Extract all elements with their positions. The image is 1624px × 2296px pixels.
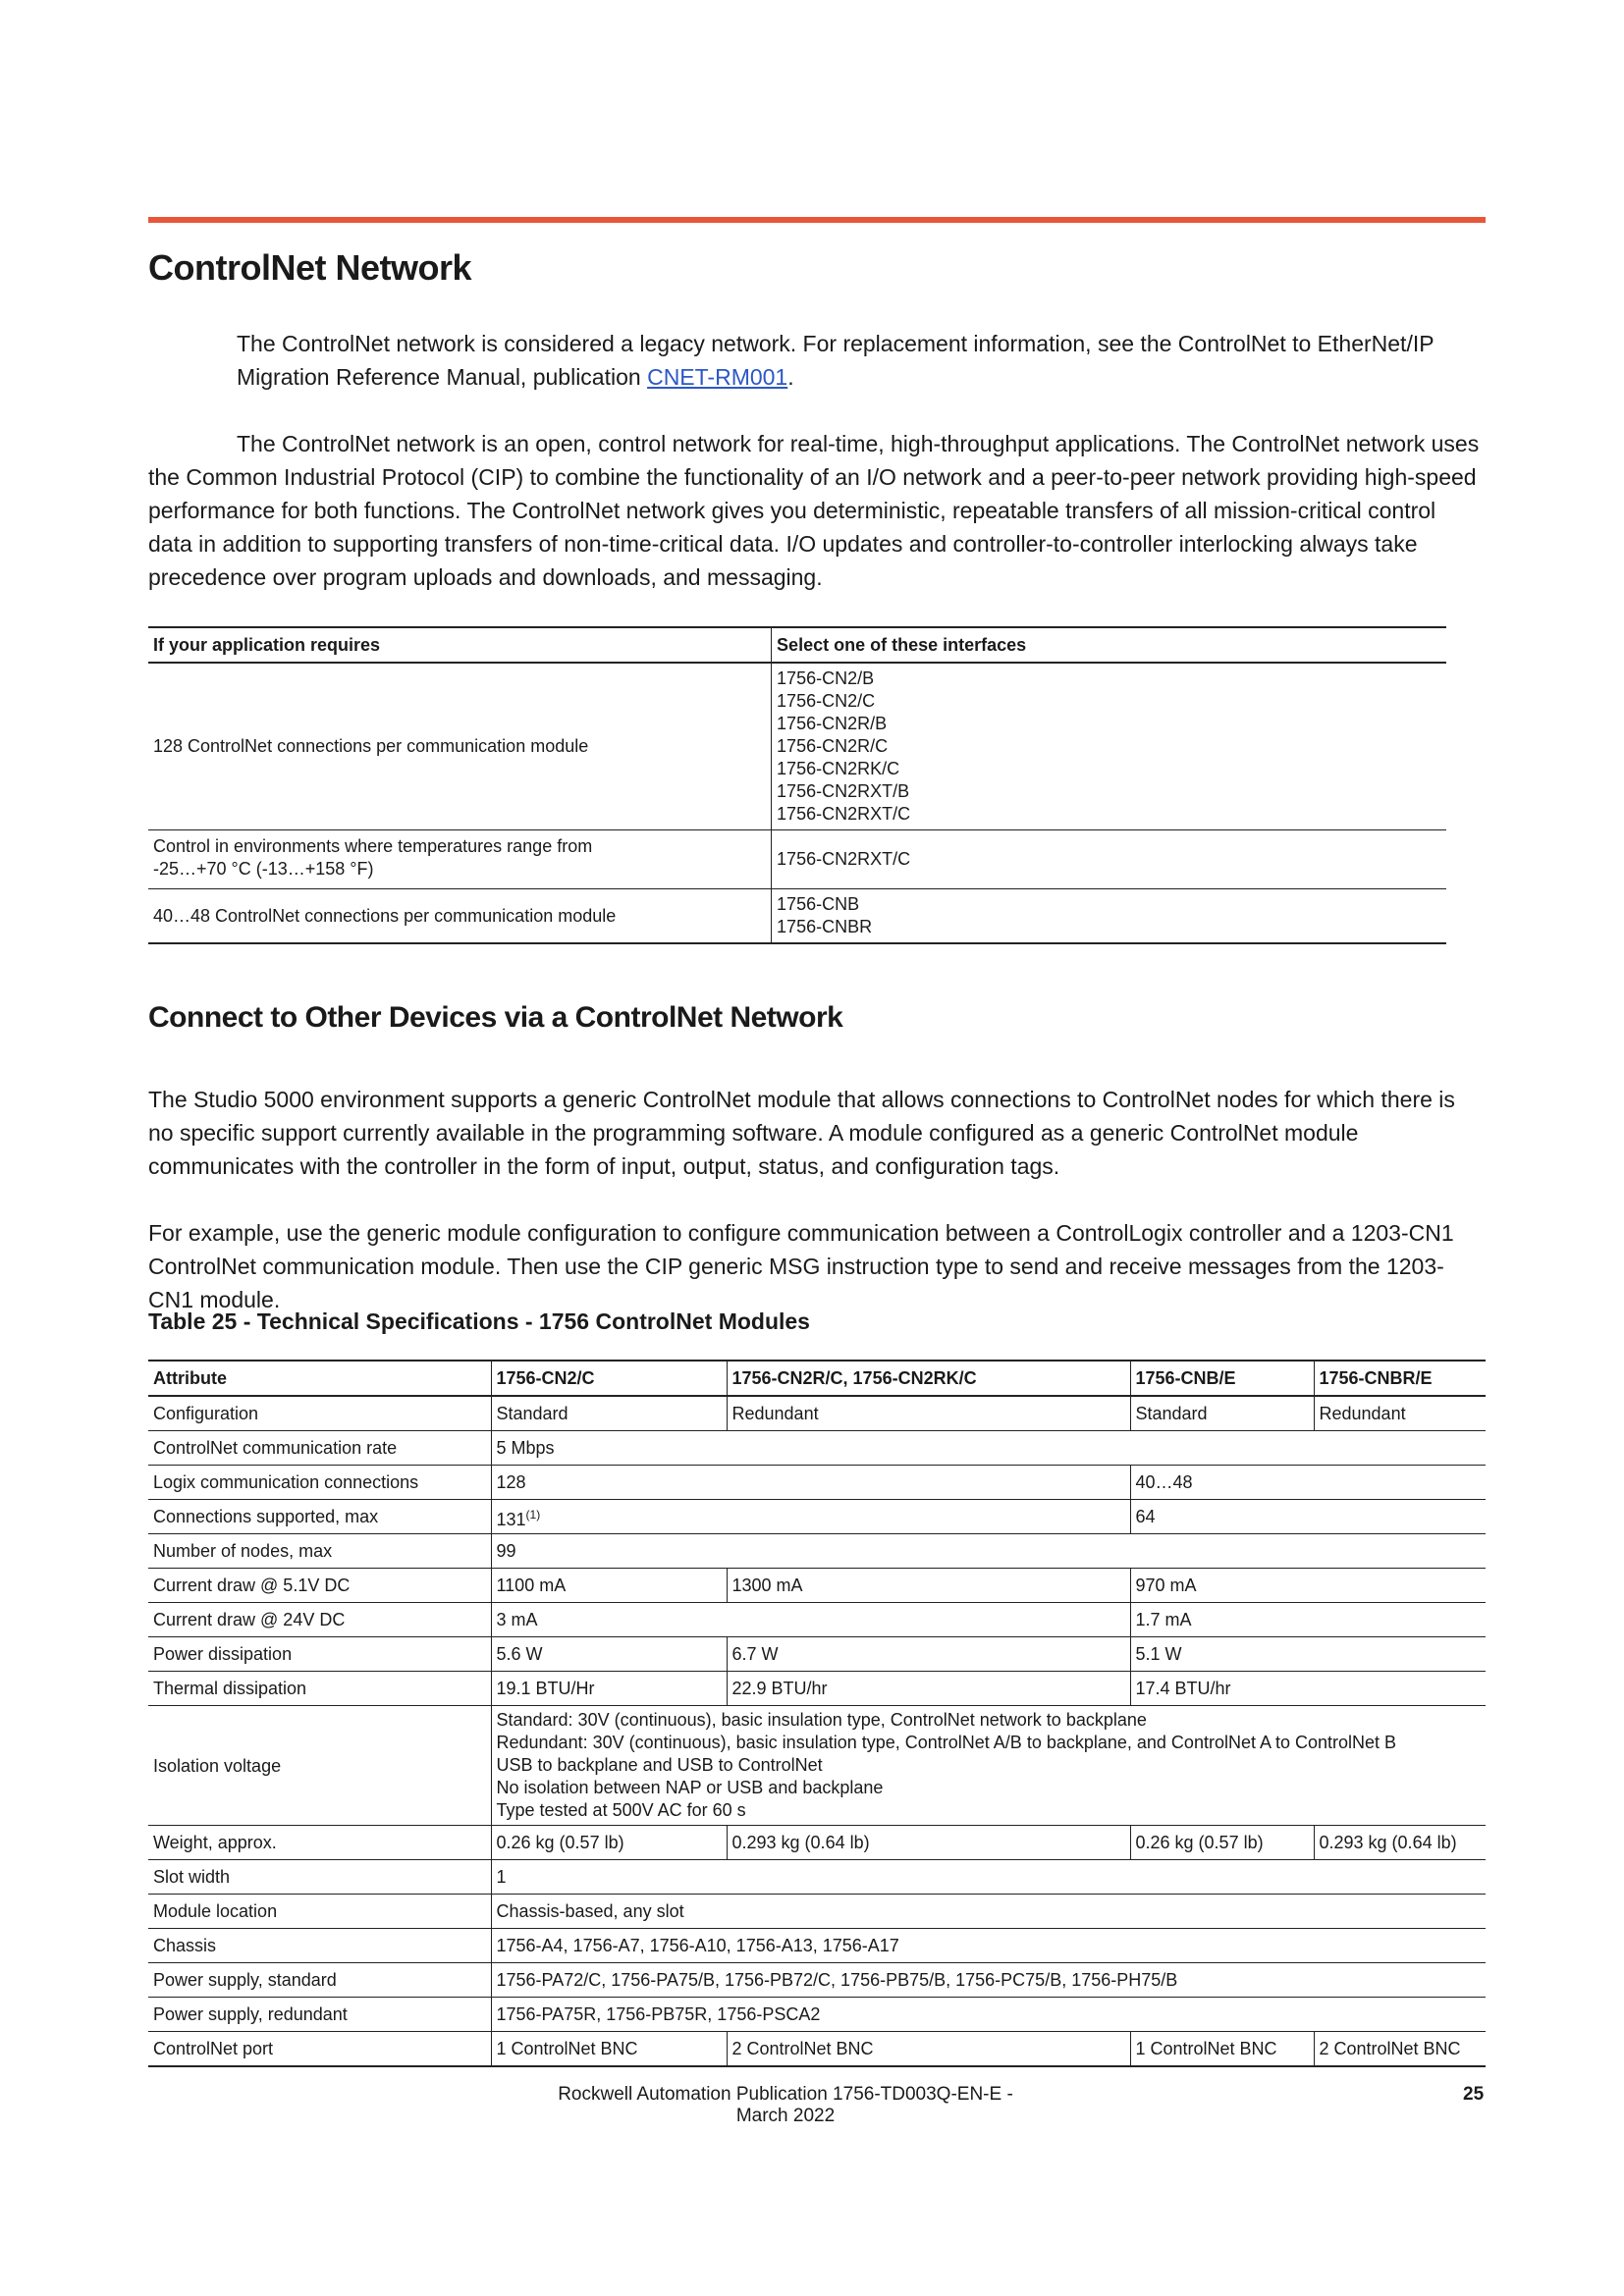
value-cell: 1.7 mA [1130, 1603, 1486, 1637]
isolation-line: USB to backplane and USB to ControlNet [496, 1755, 823, 1775]
interface-selection-table [148, 626, 1446, 944]
requirement-cell: 128 ControlNet connections per communication module [148, 663, 772, 830]
interfaces-cell [772, 889, 1446, 944]
requirement-cell [148, 830, 772, 889]
requirement-line: -25…+70 °C (-13…+158 °F) [153, 859, 374, 879]
value-cell: 1300 mA [727, 1569, 1130, 1603]
intro-paragraph-1 [237, 327, 1484, 394]
table-row [148, 1396, 1486, 1431]
value-cell: 128 [491, 1466, 1130, 1500]
value-cell: 1756-PA72/C, 1756-PA75/B, 1756-PB72/C, 1756-PB75/B, 1756-PC75/B, 1756-PH75/B [491, 1963, 1486, 1998]
table-row [148, 1637, 1486, 1672]
table-header-cell: Attribute [148, 1361, 491, 1396]
connect-paragraph-1: The Studio 5000 environment supports a generic ControlNet module that allows connections to ControlNet nodes for which there is no specific support currently available in the programming software. A module configured as a generic ControlNet module communicates with the controller in the form of input, output, status, and configuration tags. [148, 1087, 1455, 1179]
isolation-line: Redundant: 30V (continuous), basic insulation type, ControlNet A/B to backplane, and ControlNet A to ControlNet B [496, 1733, 1397, 1752]
table-row [148, 1963, 1486, 1998]
attribute-cell: Logix communication connections [148, 1466, 491, 1500]
isolation-line: Standard: 30V (continuous), basic insulation type, ControlNet network to backplane [496, 1710, 1147, 1730]
attribute-cell: Thermal dissipation [148, 1672, 491, 1706]
tech-spec-table [148, 1360, 1486, 2067]
isolation-line: Type tested at 500V AC for 60 s [496, 1800, 746, 1820]
intro-p1-text: The ControlNet network is considered a legacy network. For replacement information, see the ControlNet to EtherNet/IP Migration Reference Manual, publication [237, 331, 1435, 390]
footer-publication: Rockwell Automation Publication 1756-TD003Q-EN-E - March 2022 [558, 2084, 1013, 2126]
table-header-cell: 1756-CNB/E [1130, 1361, 1314, 1396]
value-cell: Chassis-based, any slot [491, 1895, 1486, 1929]
attribute-cell: Power supply, standard [148, 1963, 491, 1998]
value-cell: 0.293 kg (0.64 lb) [1314, 1826, 1486, 1860]
value-cell: Redundant [727, 1396, 1130, 1431]
connect-paragraph-2: For example, use the generic module configuration to configure communication between a ControlLogix controller and a 1203-CN1 ControlNet communication module. Then use the CIP generic MSG instruction type to send and receive messages from the 1203-CN1 module. [148, 1220, 1454, 1312]
attribute-cell: Number of nodes, max [148, 1534, 491, 1569]
table-row [148, 663, 1446, 830]
table-row [148, 1431, 1486, 1466]
attribute-cell: Power supply, redundant [148, 1998, 491, 2032]
interface-item: 1756-CNBR [777, 917, 873, 936]
attribute-cell: ControlNet communication rate [148, 1431, 491, 1466]
table-row [148, 1929, 1486, 1963]
value-cell: 1 [491, 1860, 1486, 1895]
intro-paragraph-2: The ControlNet network is an open, control network for real-time, high-throughput applications. The ControlNet network uses the Common Industrial Protocol (CIP) to combine the functionality of an I/O network and a peer-to-peer network providing high-speed performance for both functions. The ControlNet network gives you deterministic, repeatable transfers of all mission-critical control data in addition to supporting transfers of non-time-critical data. I/O updates and controller-to-controller interlocking always take precedence over program uploads and downloads, and messaging. [148, 431, 1480, 590]
value-cell: Redundant [1314, 1396, 1486, 1431]
value-cell: 0.293 kg (0.64 lb) [727, 1826, 1130, 1860]
value-cell: 970 mA [1130, 1569, 1486, 1603]
attribute-cell: Connections supported, max [148, 1500, 491, 1534]
table-row [148, 1534, 1486, 1569]
table-row [148, 2032, 1486, 2067]
attribute-cell: Slot width [148, 1860, 491, 1895]
table-header-row [148, 1361, 1486, 1396]
table-header-cell: If your application requires [148, 627, 772, 663]
table-row [148, 1998, 1486, 2032]
isolation-line: No isolation between NAP or USB and backplane [496, 1778, 884, 1797]
table-row [148, 1860, 1486, 1895]
value-cell: 2 ControlNet BNC [1314, 2032, 1486, 2067]
value-cell: 1100 mA [491, 1569, 727, 1603]
table-header-cell: Select one of these interfaces [772, 627, 1446, 663]
attribute-cell: Current draw @ 5.1V DC [148, 1569, 491, 1603]
value-cell: 0.26 kg (0.57 lb) [491, 1826, 727, 1860]
table-row [148, 1569, 1486, 1603]
table-row [148, 1603, 1486, 1637]
table-row [148, 1672, 1486, 1706]
attribute-cell: Power dissipation [148, 1637, 491, 1672]
value-cell: 6.7 W [727, 1637, 1130, 1672]
requirement-line: Control in environments where temperatures range from [153, 836, 593, 856]
attribute-cell: Isolation voltage [148, 1706, 491, 1826]
value-cell: 64 [1130, 1500, 1486, 1534]
value-cell: 22.9 BTU/hr [727, 1672, 1130, 1706]
section-title: ControlNet Network [148, 247, 472, 288]
interface-item: 1756-CN2RK/C [777, 759, 900, 778]
interface-item: 1756-CN2/B [777, 668, 875, 688]
attribute-cell: Chassis [148, 1929, 491, 1963]
interfaces-cell [772, 663, 1446, 830]
table-header-cell: 1756-CN2R/C, 1756-CN2RK/C [727, 1361, 1130, 1396]
intro-p1-end: . [787, 364, 794, 390]
value-cell: 99 [491, 1534, 1486, 1569]
attribute-cell: Weight, approx. [148, 1826, 491, 1860]
attribute-cell: ControlNet port [148, 2032, 491, 2067]
value-cell: 1756-A4, 1756-A7, 1756-A10, 1756-A13, 1756-A17 [491, 1929, 1486, 1963]
value-cell: 2 ControlNet BNC [727, 2032, 1130, 2067]
interface-item: 1756-CN2RXT/B [777, 781, 910, 801]
cnet-rm001-link[interactable]: CNET-RM001 [647, 364, 788, 390]
table-caption: Table 25 - Technical Specifications - 1756 ControlNet Modules [148, 1308, 810, 1334]
value-cell: 3 mA [491, 1603, 1130, 1637]
value-text: 131 [496, 1509, 526, 1529]
value-cell: 1 ControlNet BNC [1130, 2032, 1314, 2067]
attribute-cell: Configuration [148, 1396, 491, 1431]
table-row [148, 1895, 1486, 1929]
table-header-row [148, 627, 1446, 663]
attribute-cell: Module location [148, 1895, 491, 1929]
interface-item: 1756-CNB [777, 894, 860, 914]
attribute-cell: Current draw @ 24V DC [148, 1603, 491, 1637]
value-cell: 1 ControlNet BNC [491, 2032, 727, 2067]
table-header-cell: 1756-CNBR/E [1314, 1361, 1486, 1396]
value-cell: 17.4 BTU/hr [1130, 1672, 1486, 1706]
table-row [148, 1826, 1486, 1860]
requirement-cell: 40…48 ControlNet connections per communication module [148, 889, 772, 944]
value-cell: 40…48 [1130, 1466, 1486, 1500]
table-row [148, 830, 1446, 889]
value-cell: 0.26 kg (0.57 lb) [1130, 1826, 1314, 1860]
subsection-title: Connect to Other Devices via a ControlNet Network [148, 1001, 843, 1034]
value-cell: 5 Mbps [491, 1431, 1486, 1466]
value-cell: 5.1 W [1130, 1637, 1486, 1672]
interface-item: 1756-CN2RXT/C [777, 849, 911, 869]
table-row [148, 1706, 1486, 1826]
interface-item: 1756-CN2R/C [777, 736, 889, 756]
interface-item: 1756-CN2RXT/C [777, 804, 911, 824]
table-row [148, 1466, 1486, 1500]
value-cell: Standard [1130, 1396, 1314, 1431]
value-cell: 19.1 BTU/Hr [491, 1672, 727, 1706]
header-rule [148, 217, 1486, 223]
interface-item: 1756-CN2R/B [777, 714, 888, 733]
value-cell: 1756-PA75R, 1756-PB75R, 1756-PSCA2 [491, 1998, 1486, 2032]
value-cell: 5.6 W [491, 1637, 727, 1672]
interfaces-cell [772, 830, 1446, 889]
page-number: 25 [1463, 2084, 1485, 2105]
interface-item: 1756-CN2/C [777, 691, 876, 711]
value-cell [491, 1500, 1130, 1534]
table-header-cell: 1756-CN2/C [491, 1361, 727, 1396]
footnote-ref: (1) [525, 1507, 541, 1522]
isolation-cell [491, 1706, 1486, 1826]
table-row [148, 1500, 1486, 1534]
value-cell: Standard [491, 1396, 727, 1431]
table-row [148, 889, 1446, 944]
